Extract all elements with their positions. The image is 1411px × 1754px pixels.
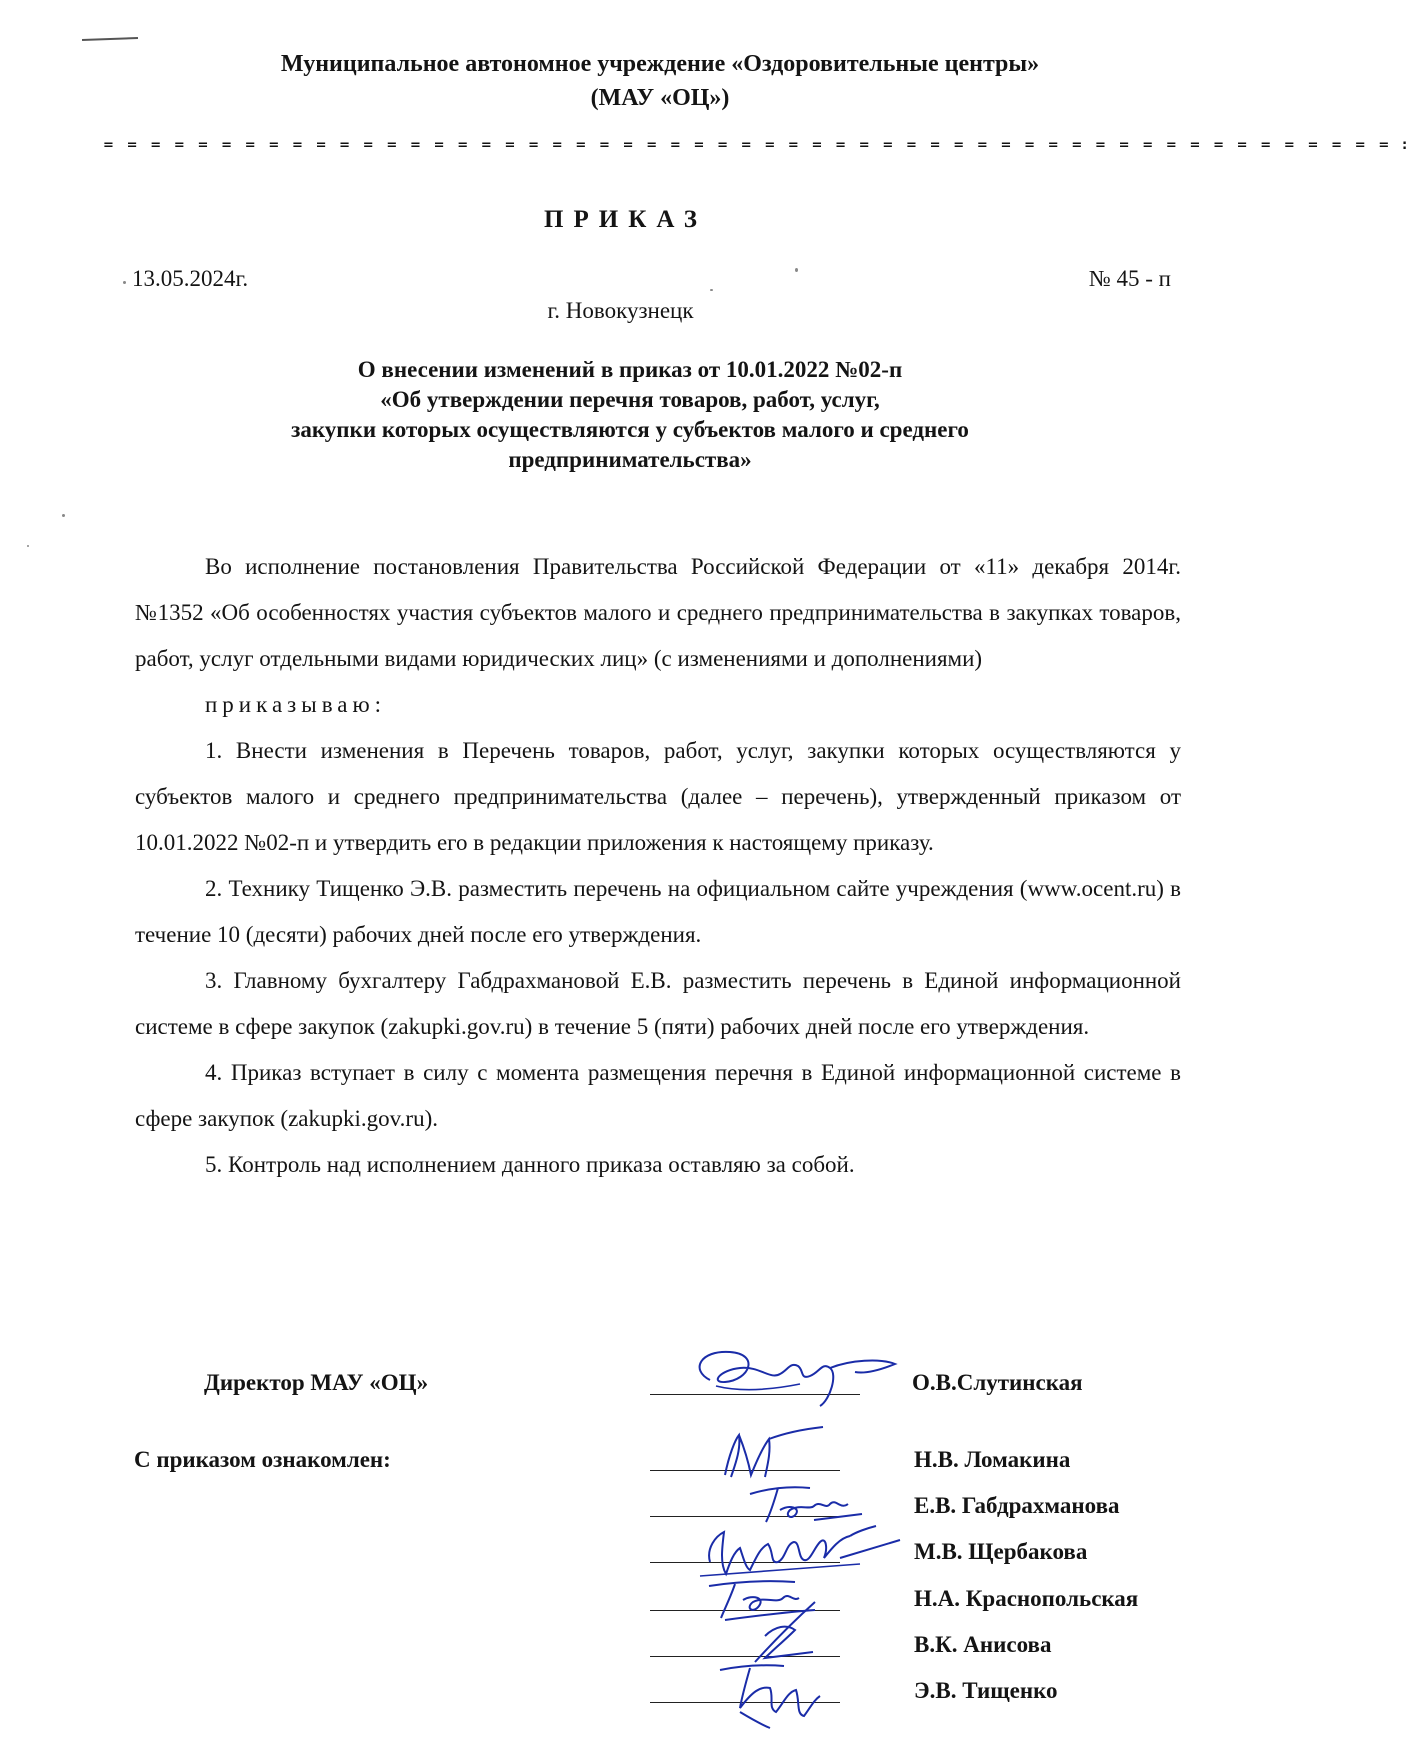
order-item: 5. Контроль над исполнением данного приказа оставляю за собой.: [205, 1152, 855, 1177]
header-divider: = = = = = = = = = = = = = = = = = = = = = = = = = = = = = = = = = = = = = = = = = = = = = = = = = = = = = = = :: [103, 138, 1411, 153]
document-city: г. Новокузнецк: [547, 298, 694, 323]
director-label: Директор МАУ «ОЦ»: [204, 1370, 429, 1395]
organization-abbreviation: (МАУ «ОЦ»): [590, 85, 730, 111]
signature-tishchenko: [700, 1652, 960, 1732]
scan-speck: [62, 514, 65, 517]
scan-speck: [795, 268, 798, 272]
acknowledged-name: В.К. Анисова: [914, 1632, 1052, 1657]
signature-lomakina: [705, 1425, 965, 1485]
subject-line: «Об утверждении перечня товаров, работ, услуг,: [380, 387, 880, 412]
acknowledged-name: Н.А. Краснопольская: [914, 1586, 1139, 1611]
document-number: № 45 - п: [1088, 266, 1171, 291]
document-subject: [200, 355, 1060, 475]
document-body: [135, 544, 1181, 1188]
acknowledged-name: Н.В. Ломакина: [914, 1447, 1071, 1472]
order-item: 3. Главному бухгалтеру Габдрахмановой Е.В. разместить перечень в Единой информационной системе в сфере закупок (zakupki.gov.ru) в течение 5 (пяти) рабочих дней после его утверждения.: [135, 968, 1181, 1039]
organization-name: Муниципальное автономное учреждение «Оздоровительные центры»: [280, 51, 1040, 77]
scan-mark: [82, 37, 138, 41]
director-name: О.В.Слутинская: [912, 1370, 1083, 1395]
subject-line: закупки которых осуществляются у субъектов малого и среднего: [291, 417, 969, 442]
order-item: 2. Технику Тищенко Э.В. разместить перечень на официальном сайте учреждения (www.ocent.ru) в течение 10 (десяти) рабочих дней после его утверждения.: [135, 876, 1181, 947]
order-word: приказываю:: [205, 692, 387, 717]
acknowledged-label: С приказом ознакомлен:: [134, 1447, 391, 1472]
order-item: 4. Приказ вступает в силу с момента размещения перечня в Единой информационной системе в сфере закупок (zakupki.gov.ru).: [135, 1060, 1181, 1131]
document-title: ПРИКАЗ: [544, 206, 707, 233]
scan-speck: [123, 281, 126, 284]
document-date: 13.05.2024г.: [132, 266, 249, 291]
acknowledged-name: Э.В. Тищенко: [914, 1678, 1058, 1703]
scan-speck: [27, 545, 29, 547]
acknowledged-name: Е.В. Габдрахманова: [914, 1493, 1120, 1518]
subject-line: О внесении изменений в приказ от 10.01.2022 №02-п: [357, 357, 903, 382]
subject-line: предпринимательства»: [508, 447, 752, 472]
preamble-paragraph: Во исполнение постановления Правительства Российской Федерации от «11» декабря 2014г. №1352 «Об особенностях участия субъектов малого и среднего предпринимательства в закупках товаров, работ, услуг отдельными видами юридических лиц» (с изменениями и дополнениями): [135, 554, 1181, 671]
acknowledged-name: М.В. Щербакова: [914, 1539, 1088, 1564]
director-signature: [680, 1340, 940, 1420]
scan-speck: [710, 289, 713, 291]
order-item: 1. Внести изменения в Перечень товаров, работ, услуг, закупки которых осуществляются у субъектов малого и среднего предпринимательства (далее – перечень), утвержденный приказом от 10.01.2022 №02-п и утвердить его в редакции приложения к настоящему приказу.: [135, 738, 1181, 855]
